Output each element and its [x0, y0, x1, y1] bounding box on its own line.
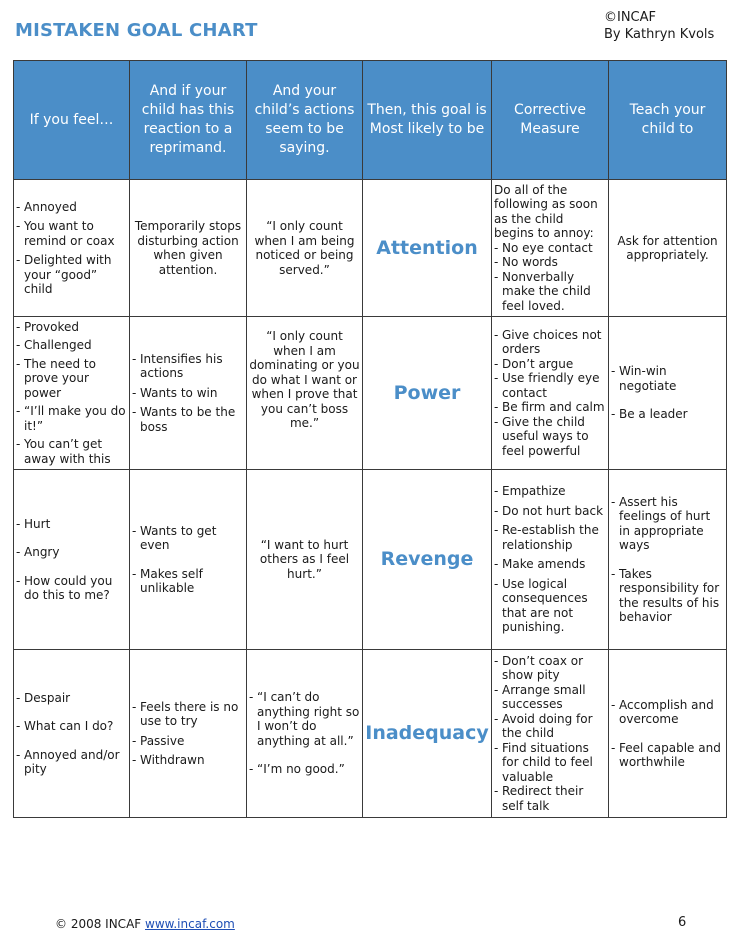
list-item: - Annoyed [16, 200, 127, 215]
saying-cell [247, 650, 363, 818]
list-item: - Nonverbally make the child feel loved. [494, 270, 606, 314]
header-corrective-measure: Corrective Measure [492, 61, 609, 180]
table-row-attention [14, 180, 727, 317]
feel-cell [14, 650, 130, 818]
list-item: - Find situations for child to feel valuable [494, 741, 606, 785]
feel-cell [14, 470, 130, 650]
goal-inadequacy: Inadequacy [363, 650, 492, 818]
list-item: - “I’ll make you do it!” [16, 404, 127, 433]
list-item: - Give choices not orders [494, 328, 606, 357]
goal-revenge: Revenge [363, 470, 492, 650]
credit-block [604, 9, 714, 43]
list-item: - Intensifies his actions [132, 352, 244, 381]
header-if-you-feel: If you feel… [14, 61, 130, 180]
corrective-cell [492, 317, 609, 470]
list-item: - Passive [132, 734, 244, 749]
list-item: - Wants to get even [132, 524, 244, 553]
saying-cell: “I only count when I am dominating or you do what I want or when I prove that you can’t boss me.” [247, 317, 363, 470]
list-item: - Use friendly eye contact [494, 371, 606, 400]
header-goal: Then, this goal is Most likely to be [363, 61, 492, 180]
feel-cell [14, 317, 130, 470]
list-item: - Provoked [16, 320, 127, 335]
header-reaction: And if your child has this reaction to a reprimand. [130, 61, 247, 180]
teach-cell: Ask for attention appropriately. [609, 180, 727, 317]
reaction-cell [130, 650, 247, 818]
incaf-link[interactable]: www.incaf.com [145, 917, 235, 931]
list-item: - Make amends [494, 557, 606, 572]
table-row-inadequacy [14, 650, 727, 818]
list-item: - No words [494, 255, 606, 270]
list-item: - The need to prove your power [16, 357, 127, 401]
teach-cell [609, 317, 727, 470]
list-item: - Hurt [16, 517, 127, 532]
list-item: - Be firm and calm [494, 400, 606, 415]
list-item: - Use logical consequences that are not punishing. [494, 577, 606, 635]
mistaken-goal-table [13, 60, 727, 818]
list-item: - No eye contact [494, 241, 606, 256]
list-item: - Don’t argue [494, 357, 606, 372]
page-number: 6 [678, 915, 687, 930]
list-item: - Empathize [494, 484, 606, 499]
goal-power: Power [363, 317, 492, 470]
list-item: - Withdrawn [132, 753, 244, 768]
header-actions-saying: And your child’s actions seem to be saying. [247, 61, 363, 180]
goal-attention: Attention [363, 180, 492, 317]
list-item: - How could you do this to me? [16, 574, 127, 603]
list-item: - Wants to be the boss [132, 405, 244, 434]
reaction-cell [130, 470, 247, 650]
list-item: - Redirect their self talk [494, 784, 606, 813]
list-item: - Avoid doing for the child [494, 712, 606, 741]
reaction-cell: Temporarily stops disturbing action when given attention. [130, 180, 247, 317]
list-item: - “I’m no good.” [249, 762, 360, 777]
list-item: - What can I do? [16, 719, 127, 734]
list-item: - Arrange small successes [494, 683, 606, 712]
saying-cell: “I only count when I am being noticed or being served.” [247, 180, 363, 317]
list-item: - Feel capable and worthwhile [611, 741, 724, 770]
list-item: - Challenged [16, 338, 127, 353]
list-item: - “I can’t do anything right so I won’t do anything at all.” [249, 690, 360, 748]
list-item: - Wants to win [132, 386, 244, 401]
list-item: - Makes self unlikable [132, 567, 244, 596]
teach-cell [609, 650, 727, 818]
list-item: - Win-win negotiate [611, 364, 724, 393]
list-item: - You want to remind or coax [16, 219, 127, 248]
table-row-revenge [14, 470, 727, 650]
credit-org: ©INCAF [604, 10, 657, 25]
list-item: - Give the child useful ways to feel powerful [494, 415, 606, 459]
list-item: - Annoyed and/or pity [16, 748, 127, 777]
list-item: - Do not hurt back [494, 504, 606, 519]
corrective-intro: Do all of the following as soon as the child begins to annoy: [494, 182, 598, 241]
list-item: - Takes responsibility for the results of his behavior [611, 567, 724, 625]
list-item: - Angry [16, 545, 127, 560]
footer-copyright [55, 917, 235, 931]
list-item: - You can’t get away with this [16, 437, 127, 466]
corrective-cell [492, 470, 609, 650]
credit-author: By Kathryn Kvols [604, 27, 715, 42]
corrective-cell [492, 650, 609, 818]
table-row-power [14, 317, 727, 470]
header-row [14, 61, 727, 180]
list-item: - Despair [16, 691, 127, 706]
list-item: - Be a leader [611, 407, 724, 422]
saying-cell: “I want to hurt others as I feel hurt.” [247, 470, 363, 650]
list-item: - Re-establish the relationship [494, 523, 606, 552]
list-item: - Feels there is no use to try [132, 700, 244, 729]
copyright-text: © 2008 INCAF [55, 917, 142, 931]
reaction-cell [130, 317, 247, 470]
list-item: - Delighted with your “good” child [16, 253, 127, 297]
page-title: MISTAKEN GOAL CHART [15, 20, 258, 41]
teach-cell [609, 470, 727, 650]
list-item: - Accomplish and overcome [611, 698, 724, 727]
header-teach: Teach your child to [609, 61, 727, 180]
corrective-cell [492, 180, 609, 317]
list-item: - Don’t coax or show pity [494, 654, 606, 683]
list-item: - Assert his feelings of hurt in appropriate ways [611, 495, 724, 553]
feel-cell [14, 180, 130, 317]
